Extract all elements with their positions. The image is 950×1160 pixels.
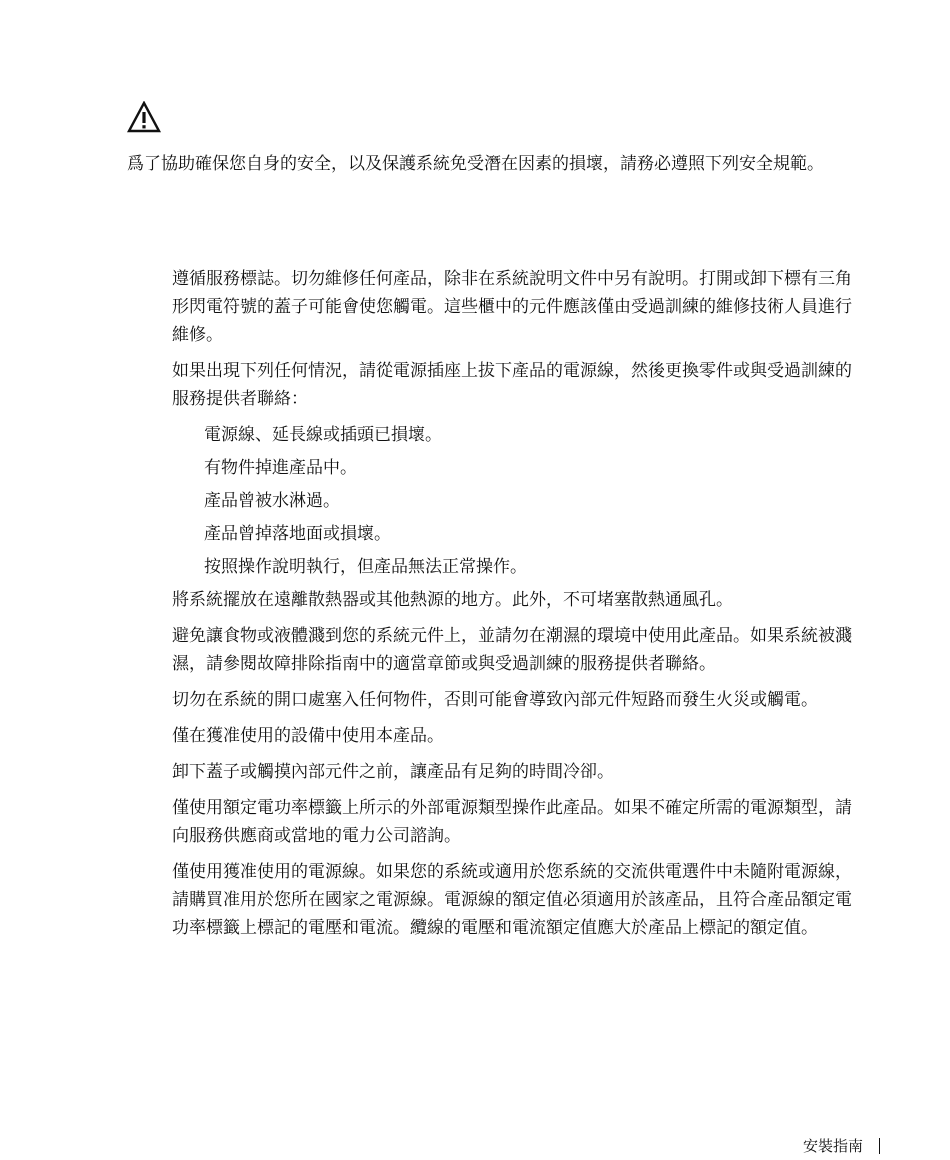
instruction-power-cable: 僅使用獲准使用的電源線。如果您的系統或適用於您系統的交流供電選件中未隨附電源線，請購買准用於您所在國家之電源線。電源線的額定值必須適用於該產品，且符合產品額定電功率標籤上標記的電壓和電流。纜線的電壓和電流額定值應大於產品上標記的額定值。 <box>172 862 852 938</box>
list-item: 有物件掉進產品中。 <box>204 458 357 478</box>
instruction-heat-sources: 將系統擺放在遠離散熱器或其他熱源的地方。此外，不可堵塞散熱通風孔。 <box>172 590 733 610</box>
list-item: 電源線、延長線或插頭已損壞。 <box>204 425 442 445</box>
safety-instructions <box>172 265 862 950</box>
instruction-approved-equipment: 僅在獲准使用的設備中使用本產品。 <box>172 726 444 746</box>
instruction-service-marks: 遵循服務標誌。切勿維修任何產品，除非在系統說明文件中另有說明。打開或卸下標有三角形閃電符號的蓋子可能會使您觸電。這些櫃中的元件應該僅由受過訓練的維修技術人員進行維修。 <box>172 269 852 345</box>
instruction-unplug-conditions: 如果出現下列任何情況，請從電源插座上拔下產品的電源線，然後更換零件或與受過訓練的服務提供者聯絡： <box>172 361 852 409</box>
intro-paragraph: 爲了協助確保您自身的安全，以及保護系統免受潛在因素的損壞，請務必遵照下列安全規範。 <box>127 154 824 174</box>
instruction-power-source: 僅使用額定電功率標籤上所示的外部電源類型操作此產品。如果不確定所需的電源類型，請向服務供應商或當地的電力公司諮詢。 <box>172 798 852 846</box>
warning-triangle-icon <box>127 101 161 133</box>
list-item: 按照操作說明執行，但產品無法正常操作。 <box>204 557 527 577</box>
instruction-liquids: 避免讓食物或液體濺到您的系統元件上，並請勿在潮濕的環境中使用此產品。如果系統被濺濕，請參閱故障排除指南中的適當章節或與受過訓練的服務提供者聯絡。 <box>172 626 852 674</box>
list-item: 產品曾被水淋過。 <box>204 491 340 511</box>
footer-title: 安裝指南 <box>802 1137 863 1155</box>
unplug-conditions-list <box>172 421 862 581</box>
instruction-openings: 切勿在系統的開口處塞入任何物件，否則可能會導致內部元件短路而發生火災或觸電。 <box>172 690 818 710</box>
instruction-cool-down: 卸下蓋子或觸摸內部元件之前，讓產品有足夠的時間冷卻。 <box>172 762 614 782</box>
footer-divider <box>879 1138 880 1154</box>
page-footer <box>803 1136 880 1156</box>
list-item: 產品曾掉落地面或損壞。 <box>204 524 391 544</box>
